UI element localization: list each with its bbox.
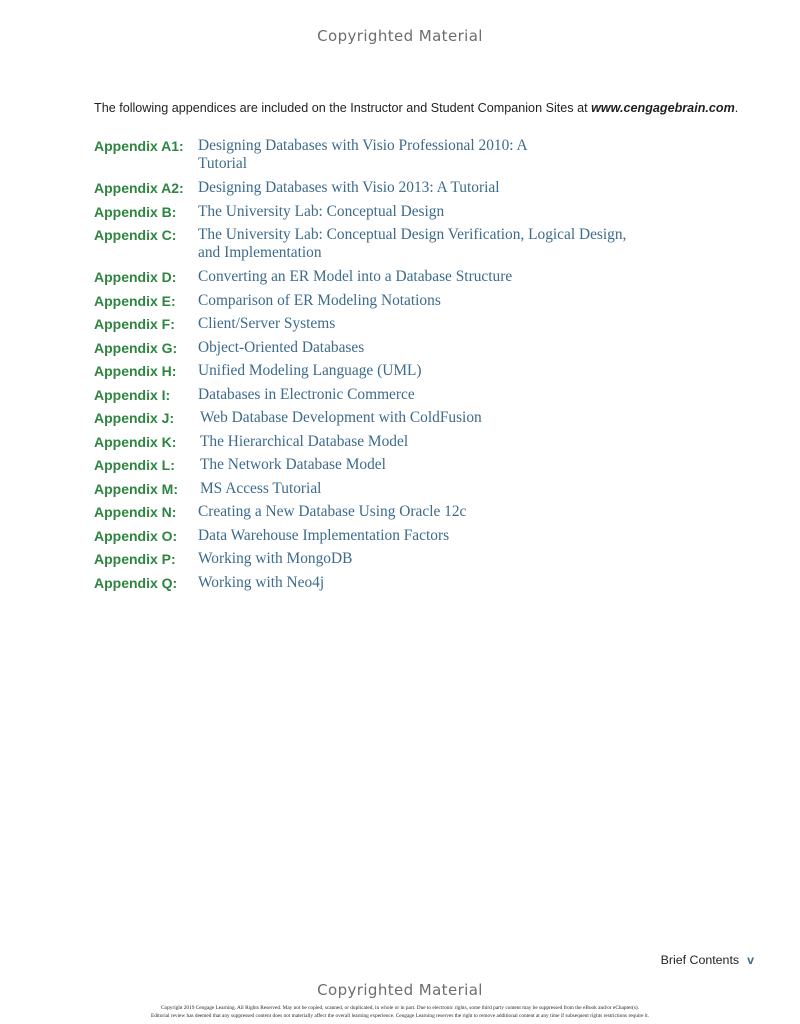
section-name: Brief Contents [660,953,740,967]
appendix-label: Appendix A2: [94,180,184,196]
watermark-bottom: Copyrighted Material [317,981,483,999]
appendix-title[interactable]: Designing Databases with Visio 2013: A Tutorial [198,179,500,196]
appendix-row-i [94,386,734,410]
appendix-row-k [94,433,734,457]
appendix-row-c [94,226,734,268]
appendix-title[interactable]: Data Warehouse Implementation Factors [198,526,450,544]
appendix-row-l [94,456,734,480]
intro-period: . [734,101,739,115]
appendix-row-n [94,503,734,527]
appendix-title[interactable]: The University Lab: Conceptual Design [198,202,445,220]
appendix-label: Appendix N: [94,504,177,520]
watermark-top: Copyrighted Material [317,27,483,45]
appendix-title[interactable]: Unified Modeling Language (UML) [198,362,422,379]
appendix-row-p [94,550,734,574]
appendix-label: Appendix Q: [94,574,178,591]
appendix-row-a1 [94,137,734,179]
copyright-notice [0,1005,800,1020]
appendix-label: Appendix I: [94,386,171,403]
appendix-row-d [94,268,734,292]
appendix-label: Appendix L: [94,457,175,473]
appendix-row-m [94,480,734,504]
appendix-row-g [94,339,734,363]
appendix-row-b [94,203,734,227]
appendix-list [94,137,734,597]
appendix-title[interactable]: Client/Server Systems [198,315,336,332]
appendix-title[interactable]: The Network Database Model [200,456,386,473]
appendix-row-j [94,409,734,433]
appendix-label: Appendix O: [94,527,178,544]
copyright-line-1: Copyright 2019 Cengage Learning. All Rights Reserved. May not be copied, scanned, or duplicated, in whole or in part. Due to electronic rights, some third party content may be suppressed from the eBook and/or eChapter(s). [160,1005,640,1011]
appendix-label: Appendix G: [94,339,178,356]
appendix-title[interactable]: Comparison of ER Modeling Notations [198,291,441,309]
appendix-label: Appendix B: [94,203,177,220]
appendix-label: Appendix J: [94,410,175,426]
appendix-row-h [94,362,734,386]
appendix-label: Appendix C: [94,227,177,243]
appendix-row-a2 [94,179,734,203]
appendix-label: Appendix P: [94,551,176,567]
appendix-title[interactable]: The Hierarchical Database Model [200,432,409,450]
appendix-row-e [94,292,734,316]
appendix-label: Appendix D: [94,269,177,285]
appendix-title[interactable]: Creating a New Database Using Oracle 12c [198,503,467,520]
appendix-label: Appendix F: [94,316,175,332]
appendix-label: Appendix H: [94,363,177,379]
appendix-label: Appendix K: [94,433,177,450]
appendix-title[interactable]: Web Database Development with ColdFusion [200,409,482,426]
copyright-line-2: Editorial review has deemed that any suppressed content does not materially affect the overall learning experience. Cengage Learning reserves the right to remove additional content at any time if subsequent rights restrictions require it. [150,1012,650,1019]
appendix-label: Appendix A1: [94,138,184,154]
companion-site-link[interactable]: www.cengagebrain.com [591,101,735,115]
page-number: v [747,953,754,967]
appendix-title[interactable]: Object-Oriented Databases [198,338,365,356]
intro-text: The following appendices are included on the Instructor and Student Companion Sites at [94,101,592,115]
appendix-row-f [94,315,734,339]
appendix-row-q [94,574,734,598]
appendix-label: Appendix M: [94,480,178,497]
appendix-title[interactable]: Working with Neo4j [198,573,325,591]
appendix-title[interactable]: MS Access Tutorial [200,479,322,497]
appendix-title[interactable]: The University Lab: Conceptual Design Verification, Logical Design, and Implementation [198,226,627,261]
appendix-title[interactable]: Databases in Electronic Commerce [198,385,415,403]
appendix-label: Appendix E: [94,292,176,309]
appendix-row-o [94,527,734,551]
appendix-title[interactable]: Designing Databases with Visio Professional 2010: A Tutorial [198,137,527,172]
running-footer [661,953,754,967]
appendix-title[interactable]: Working with MongoDB [198,550,353,567]
appendix-title[interactable]: Converting an ER Model into a Database Structure [198,268,513,285]
intro-paragraph [94,101,754,115]
